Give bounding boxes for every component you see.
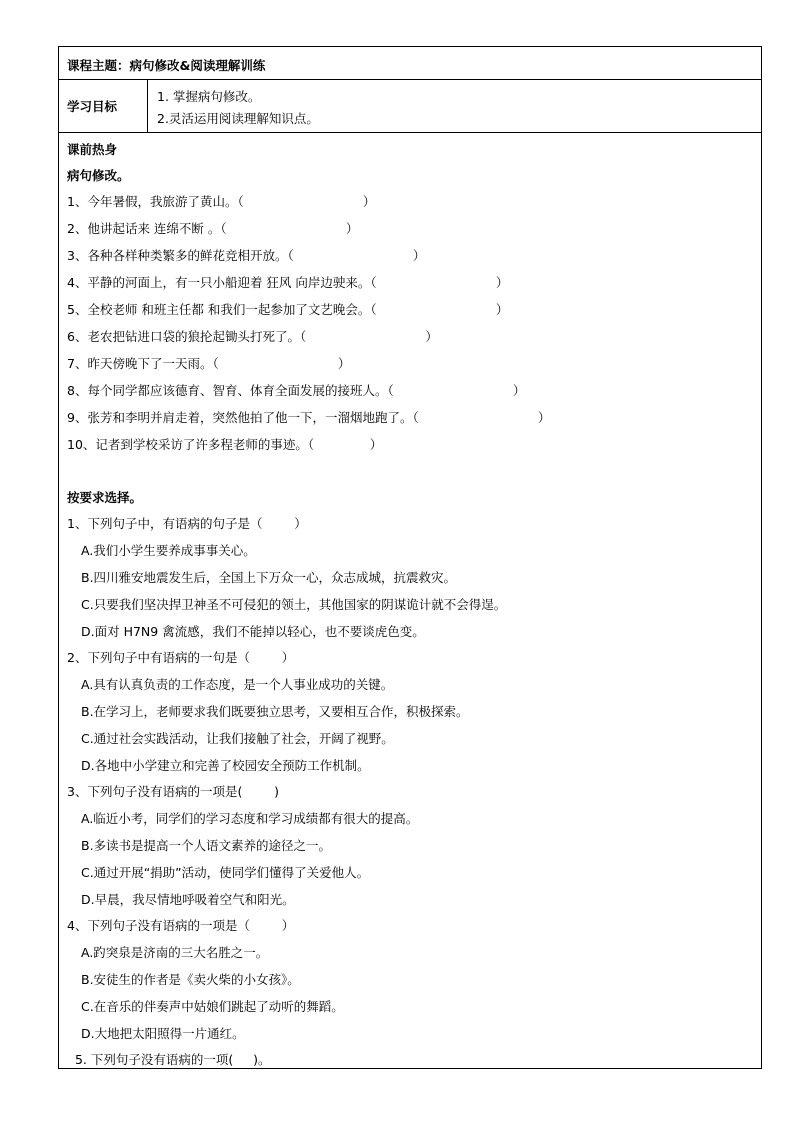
warmup-item: 6、老农把钻进口袋的狼抡起锄头打死了。（ ） (67, 329, 438, 344)
warmup-item: 5、全校老师 和班主任都 和我们一起参加了文艺晚会。（ ） (67, 302, 509, 317)
question-text: 3、下列句子没有语病的一项是( ) (67, 784, 279, 799)
worksheet (58, 46, 762, 1069)
question-option: A.趵突泉是济南的三大名胜之一。 (81, 945, 269, 960)
question-option: D.大地把太阳照得一片通红。 (81, 1026, 245, 1041)
warmup-item: 1、今年暑假，我旅游了黄山。（ ） (67, 194, 376, 209)
goals-label-cell (59, 80, 148, 132)
goals-row (58, 79, 762, 133)
warmup-title: 课前热身 (67, 142, 118, 157)
warmup-item: 3、各种各样种类繁多的鲜花竞相开放。（ ） (67, 248, 426, 263)
warmup-item: 9、张芳和李明并肩走着，突然他拍了他一下，一溜烟地跑了。（ ） (67, 410, 551, 425)
question-text: 4、下列句子没有语病的一项是（ ） (67, 918, 295, 933)
goal-item-2: 2.灵活运用阅读理解知识点。 (157, 111, 319, 126)
question-option: D.各地中小学建立和完善了校园安全预防工作机制。 (81, 758, 370, 773)
question-option: A.我们小学生要养成事事关心。 (81, 543, 256, 558)
question-text: 2、下列句子中有语病的一句是（ ） (67, 650, 295, 665)
warmup-item: 2、他讲起话来 连绵不断 。（ ） (67, 221, 359, 236)
goal-item-1: 1. 掌握病句修改。 (157, 89, 261, 104)
question-option: C.通过开展“捐助”活动，使同学们懂得了关爱他人。 (81, 865, 370, 880)
question-option: C.只要我们坚决捍卫神圣不可侵犯的领土，其他国家的阴谋诡计就不会得逞。 (81, 597, 507, 612)
content-row (58, 132, 762, 1069)
warmup-item: 10、记者到学校采访了许多程老师的事迹。（ ） (67, 437, 383, 452)
warmup-item: 4、平静的河面上，有一只小船迎着 狂风 向岸边驶来。（ ） (67, 275, 509, 290)
warmup-item: 8、每个同学都应该德育、智育、体育全面发展的接班人。（ ） (67, 383, 526, 398)
question-option: A.临近小考，同学们的学习态度和学习成绩都有很大的提高。 (81, 811, 419, 826)
topic-title: 课程主题：病句修改&阅读理解训练 (67, 58, 266, 73)
question-option: C.通过社会实践活动，让我们接触了社会，开阔了视野。 (81, 731, 394, 746)
question-option: D.早晨，我尽情地呼吸着空气和阳光。 (81, 892, 295, 907)
warmup-item: 7、昨天傍晚下了一天雨。（ ） (67, 356, 351, 371)
question-option: B.在学习上，老师要求我们既要独立思考，又要相互合作，积极探索。 (81, 704, 469, 719)
question-option: D.面对 H7N9 禽流感，我们不能掉以轻心，也不要谈虎色变。 (81, 624, 425, 639)
question-option: B.四川雅安地震发生后，全国上下万众一心，众志成城，抗震救灾。 (81, 570, 457, 585)
goals-label: 学习目标 (67, 99, 118, 114)
question-text: 1、下列句子中，有语病的句子是（ ） (67, 516, 307, 531)
warmup-section-title: 病句修改。 (67, 168, 130, 183)
question-option: A.具有认真负责的工作态度，是一个人事业成功的关键。 (81, 677, 394, 692)
choice-section-title: 按要求选择。 (67, 490, 143, 505)
question-option: C.在音乐的伴奏声中姑娘们跳起了动听的舞蹈。 (81, 999, 344, 1014)
question-option: B.安徒生的作者是《卖火柴的小女孩》。 (81, 972, 300, 987)
topic-row (58, 46, 762, 80)
question-text: 5. 下列句子没有语病的一项( )。 (67, 1052, 271, 1067)
question-option: B.多读书是提高一个人语文素养的途径之一。 (81, 838, 332, 853)
